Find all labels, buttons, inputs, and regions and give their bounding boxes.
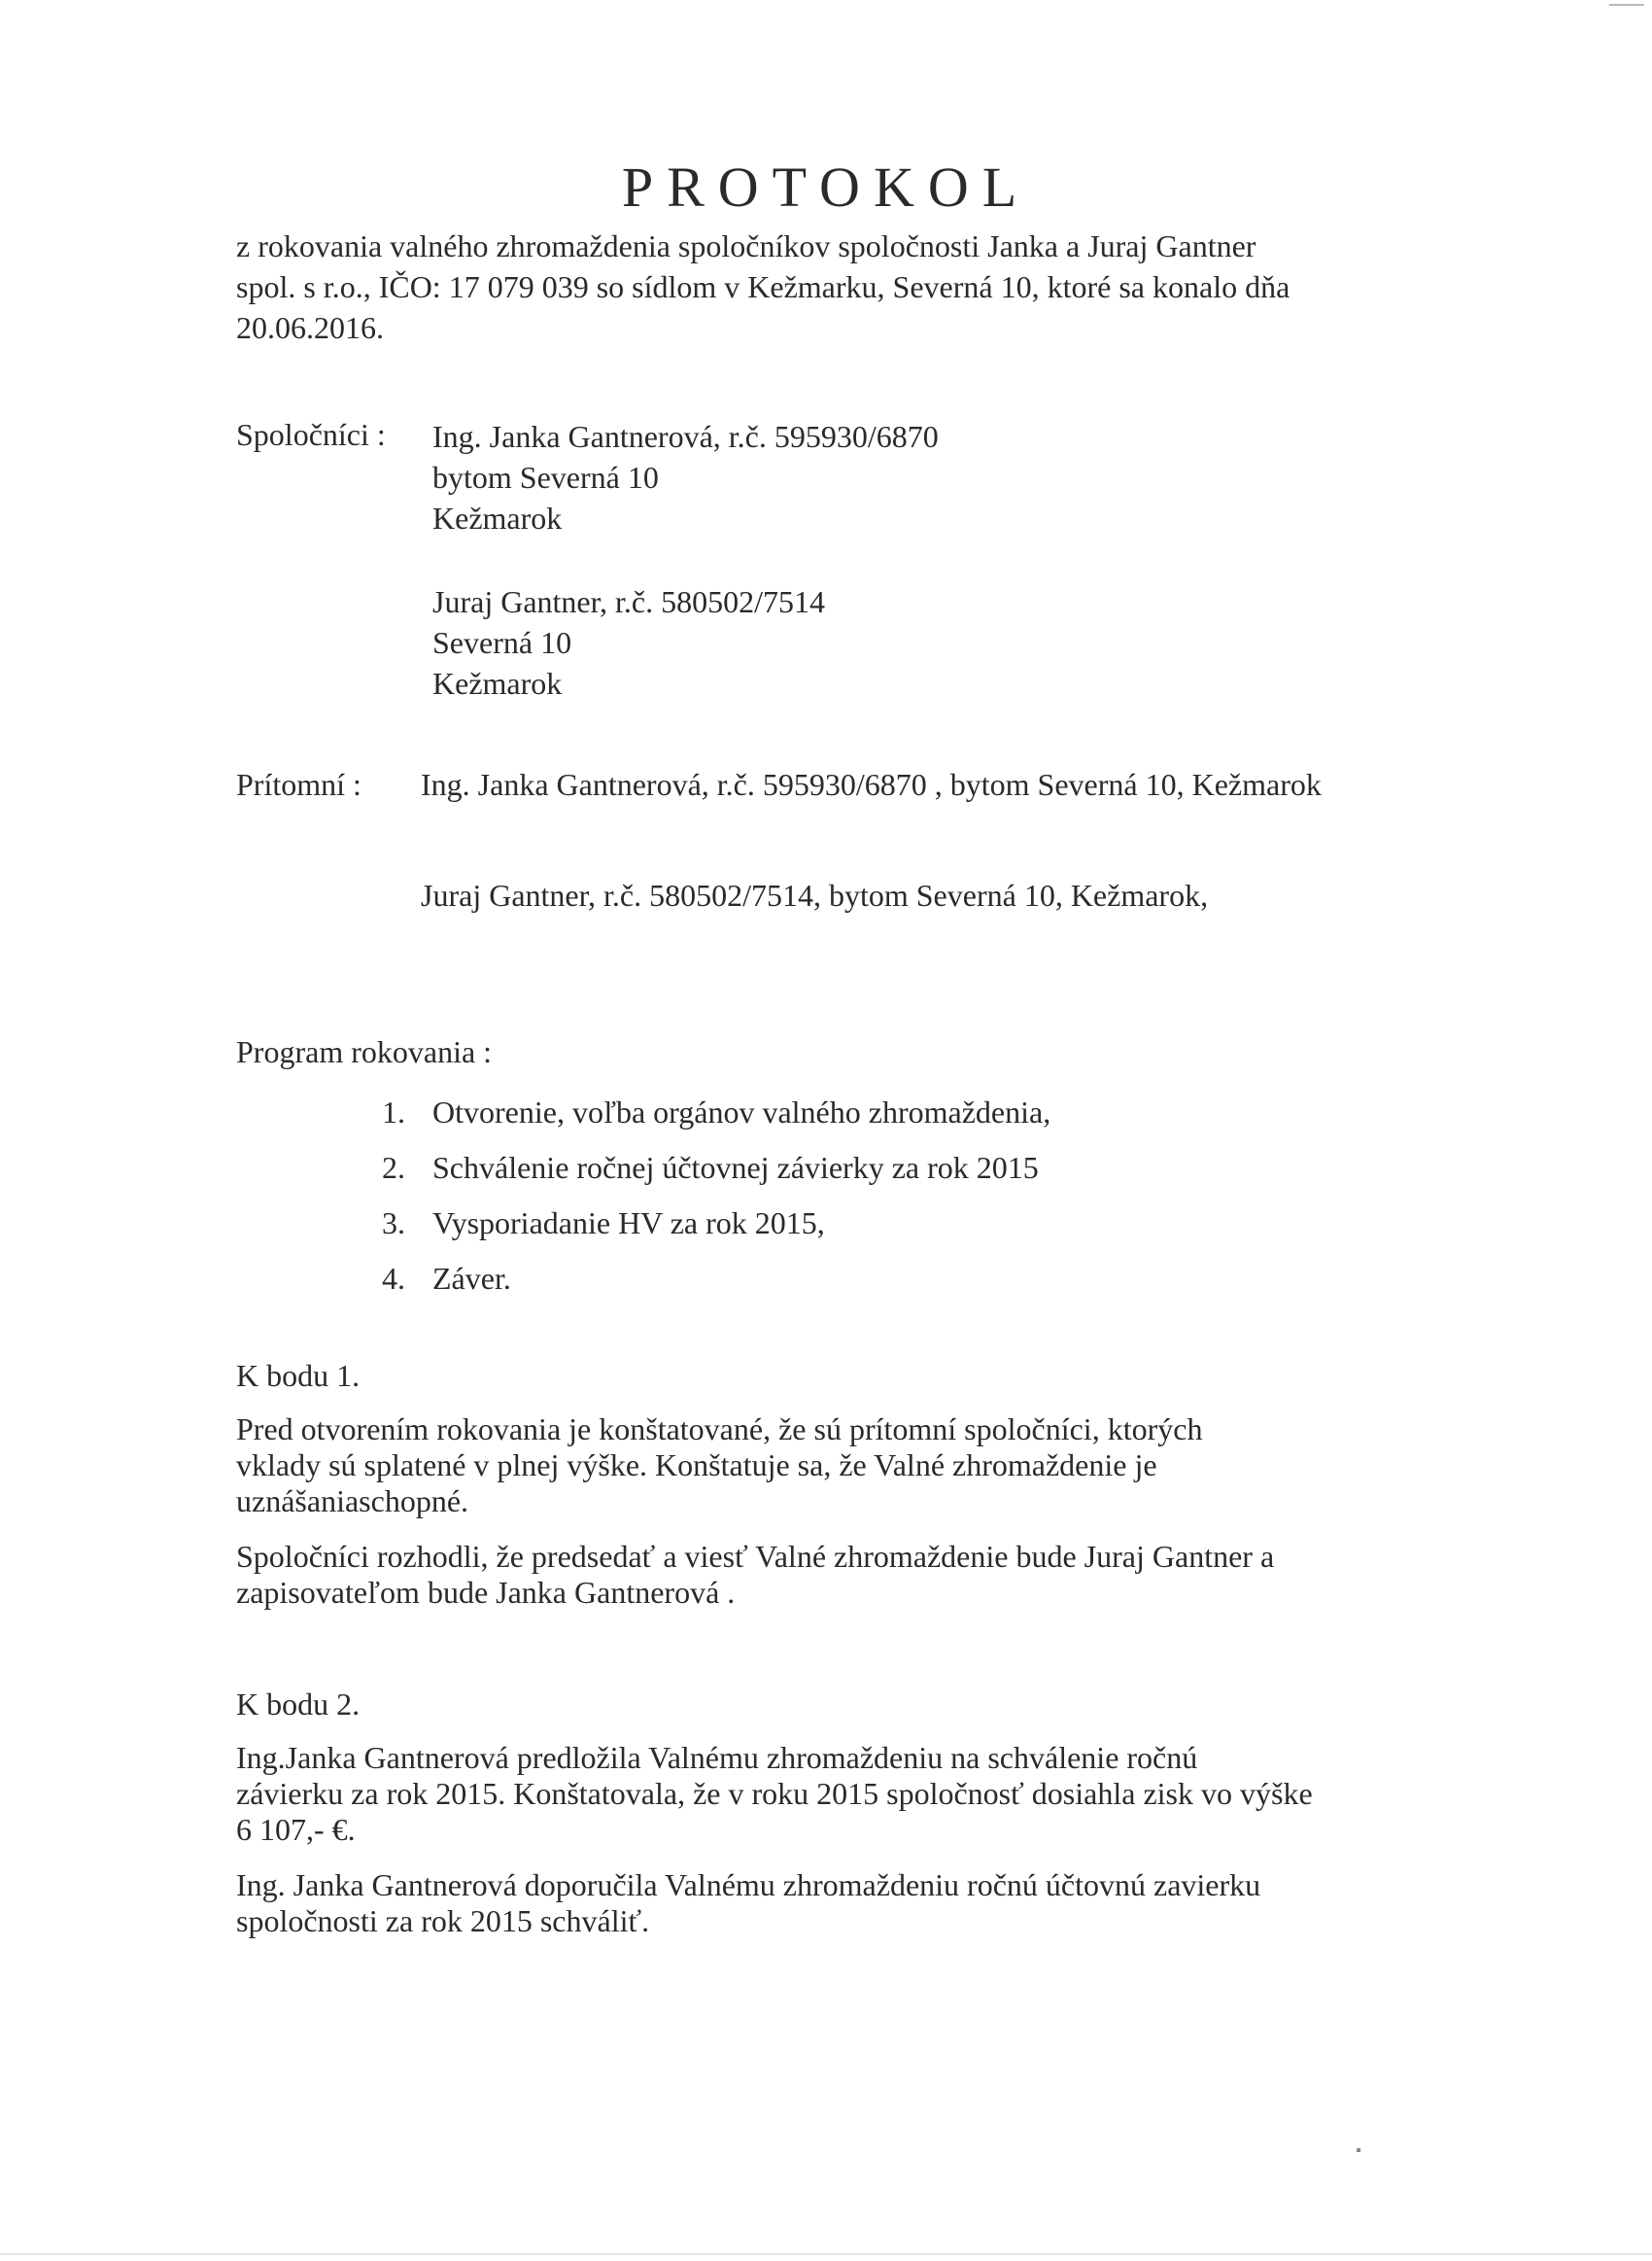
- paragraph-line: závierku za rok 2015. Konštatovala, že v roku 2015 spoločnosť dosiahla zisk vo výške: [236, 1776, 1313, 1811]
- paragraph-line: spoločnosti za rok 2015 schváliť.: [236, 1903, 650, 1938]
- present-line-2: Juraj Gantner, r.č. 580502/7514, bytom Severná 10, Kežmarok,: [421, 878, 1209, 913]
- section-1-paragraph-2: [236, 1539, 1402, 1611]
- document-title: PROTOKOL: [621, 156, 1031, 219]
- program-label: Program rokovania :: [236, 1034, 493, 1069]
- scan-edge-line: [0, 2253, 1652, 2255]
- section-2-paragraph-2: [236, 1867, 1402, 1939]
- paragraph-line: vklady sú splatené v plnej výške. Konštatuje sa, že Valné zhromaždenie je: [236, 1447, 1157, 1482]
- intro-line: z rokovania valného zhromaždenia spoločníkov spoločnosti Janka a Juraj Gantner: [236, 228, 1256, 263]
- program-item-text: Schválenie ročnej účtovnej závierky za rok 2015: [432, 1150, 1039, 1185]
- paragraph-line: Ing. Janka Gantnerová doporučila Valnému zhromaždeniu ročnú účtovnú zavierku: [236, 1867, 1261, 1902]
- section-1-paragraph-1: [236, 1411, 1402, 1519]
- partners-label: Spoločníci :: [236, 417, 386, 452]
- partner-1-line: Ing. Janka Gantnerová, r.č. 595930/6870: [432, 419, 939, 454]
- scan-mark: [1609, 4, 1644, 6]
- program-item: [382, 1085, 1050, 1140]
- program-item-number: 2.: [382, 1150, 405, 1185]
- program-item-text: Otvorenie, voľba orgánov valného zhromaždenia,: [432, 1095, 1051, 1130]
- program-item-number: 4.: [382, 1261, 405, 1296]
- program-item-text: Záver.: [432, 1261, 511, 1296]
- intro-paragraph: [236, 226, 1412, 348]
- partner-2-line: Severná 10: [432, 625, 572, 660]
- paragraph-line: Spoločníci rozhodli, že predsedať a viesť Valné zhromaždenie bude Juraj Gantner a: [236, 1539, 1275, 1574]
- section-2-paragraph-1: [236, 1740, 1402, 1848]
- program-list: [382, 1085, 1050, 1306]
- paragraph-line: Pred otvorením rokovania je konštatované, že sú prítomní spoločníci, ktorých: [236, 1411, 1203, 1446]
- present-label: Prítomní :: [236, 767, 361, 802]
- scan-speck: [1357, 2148, 1360, 2152]
- paragraph-line: 6 107,- €.: [236, 1812, 356, 1847]
- paragraph-line: Ing.Janka Gantnerová predložila Valnému zhromaždeniu na schválenie ročnú: [236, 1740, 1198, 1775]
- intro-line: spol. s r.o., IČO: 17 079 039 so sídlom v Kežmarku, Severná 10, ktoré sa konalo dňa: [236, 269, 1291, 304]
- paragraph-line: zapisovateľom bude Janka Gantnerová .: [236, 1575, 736, 1610]
- program-item: [382, 1140, 1050, 1196]
- partner-1-block: [432, 416, 939, 539]
- partner-2-block: [432, 581, 825, 704]
- section-1-heading: K bodu 1.: [236, 1358, 361, 1393]
- paragraph-line: uznášaniaschopné.: [236, 1483, 469, 1518]
- partner-2-line: Juraj Gantner, r.č. 580502/7514: [432, 584, 825, 619]
- program-item: [382, 1251, 1050, 1306]
- program-item-text: Vysporiadanie HV za rok 2015,: [432, 1205, 825, 1240]
- program-item: [382, 1196, 1050, 1251]
- present-line-1: Ing. Janka Gantnerová, r.č. 595930/6870 , bytom Severná 10, Kežmarok: [421, 767, 1322, 802]
- section-2-heading: K bodu 2.: [236, 1687, 361, 1722]
- partner-1-line: Kežmarok: [432, 501, 563, 536]
- partner-2-line: Kežmarok: [432, 666, 563, 701]
- program-item-number: 1.: [382, 1095, 405, 1130]
- partner-1-line: bytom Severná 10: [432, 460, 659, 495]
- intro-line: 20.06.2016.: [236, 310, 384, 345]
- program-item-number: 3.: [382, 1205, 405, 1240]
